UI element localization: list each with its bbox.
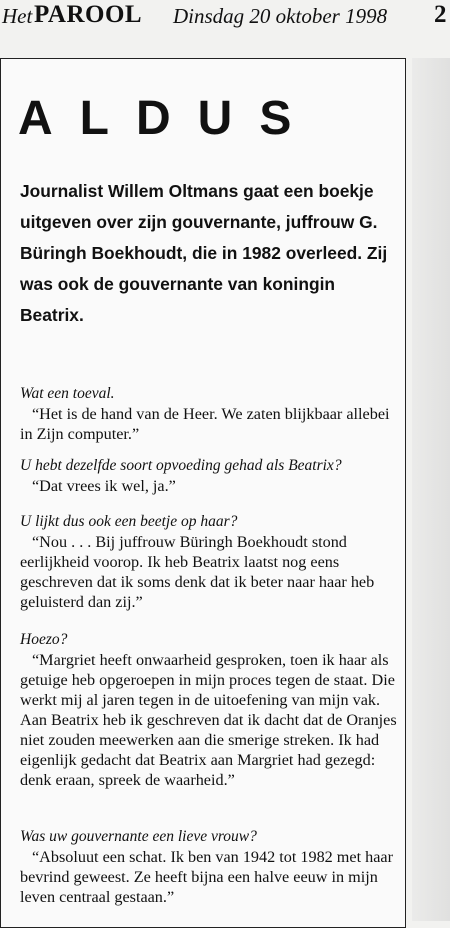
qa-block-3 bbox=[20, 512, 400, 612]
answer: “Het is de hand van de Heer. We zaten blijkbaar allebei in Zijn computer.” bbox=[20, 405, 390, 443]
masthead-date: Dinsdag 20 oktober 1998 bbox=[173, 4, 388, 28]
answer: “Margriet heeft onwaarheid gesproken, toen ik haar als getuige heb opgeroepen in mijn proces tegen de staat. Die werkt mij al jaren tegen in de uitoefening van mijn vak. Aan Beatrix heb ik geschreven dat ik dacht dat de Oranjes niet zouden meewerken aan die smerige streken. Ik had eigenlijk gedacht dat Beatrix aan Margriet had gezegd: denk eraan, spreek de waarheid.” bbox=[20, 651, 397, 789]
answer: “Nou . . . Bij juffrouw Büringh Boekhoudt stond eerlijkheid voorop. Ik heb Beatrix laatst nog eens geschreven dat ik soms denk dat ik beter naar haar heb geluisterd dan zij.” bbox=[20, 533, 375, 611]
answer: “Absoluut een schat. Ik ben van 1942 tot 1982 met haar bevrind geweest. Ze heeft bijna een halve eeuw in mijn leven centraal gestaan.” bbox=[20, 848, 393, 906]
question: Wat een toeval. bbox=[20, 385, 115, 402]
adjacent-page-margin bbox=[412, 58, 450, 921]
masthead bbox=[0, 0, 450, 36]
answer: “Dat vrees ik wel, ja.” bbox=[32, 477, 176, 495]
masthead-het: Het bbox=[2, 4, 33, 28]
page-number: 2 bbox=[434, 1, 447, 28]
qa-block-4 bbox=[20, 630, 400, 790]
question: U lijkt dus ook een beetje op haar? bbox=[20, 513, 238, 530]
qa-block-1 bbox=[20, 384, 400, 444]
question: Was uw gouvernante een lieve vrouw? bbox=[20, 828, 257, 845]
article-lead: Journalist Willem Oltmans gaat een boekje uitgeven over zijn gouvernante, juffrouw G. Büringh Boekhoudt, die in 1982 overleed. Zij was ook de gouvernante van koningin Beatrix. bbox=[20, 181, 388, 325]
qa-block-5 bbox=[20, 827, 400, 907]
masthead-newspaper-name: PAROOL bbox=[34, 1, 143, 28]
article-title: ALDUS bbox=[18, 92, 319, 145]
question: Hoezo? bbox=[20, 631, 68, 648]
qa-block-2 bbox=[20, 456, 400, 496]
question: U hebt dezelfde soort opvoeding gehad als Beatrix? bbox=[20, 457, 342, 474]
